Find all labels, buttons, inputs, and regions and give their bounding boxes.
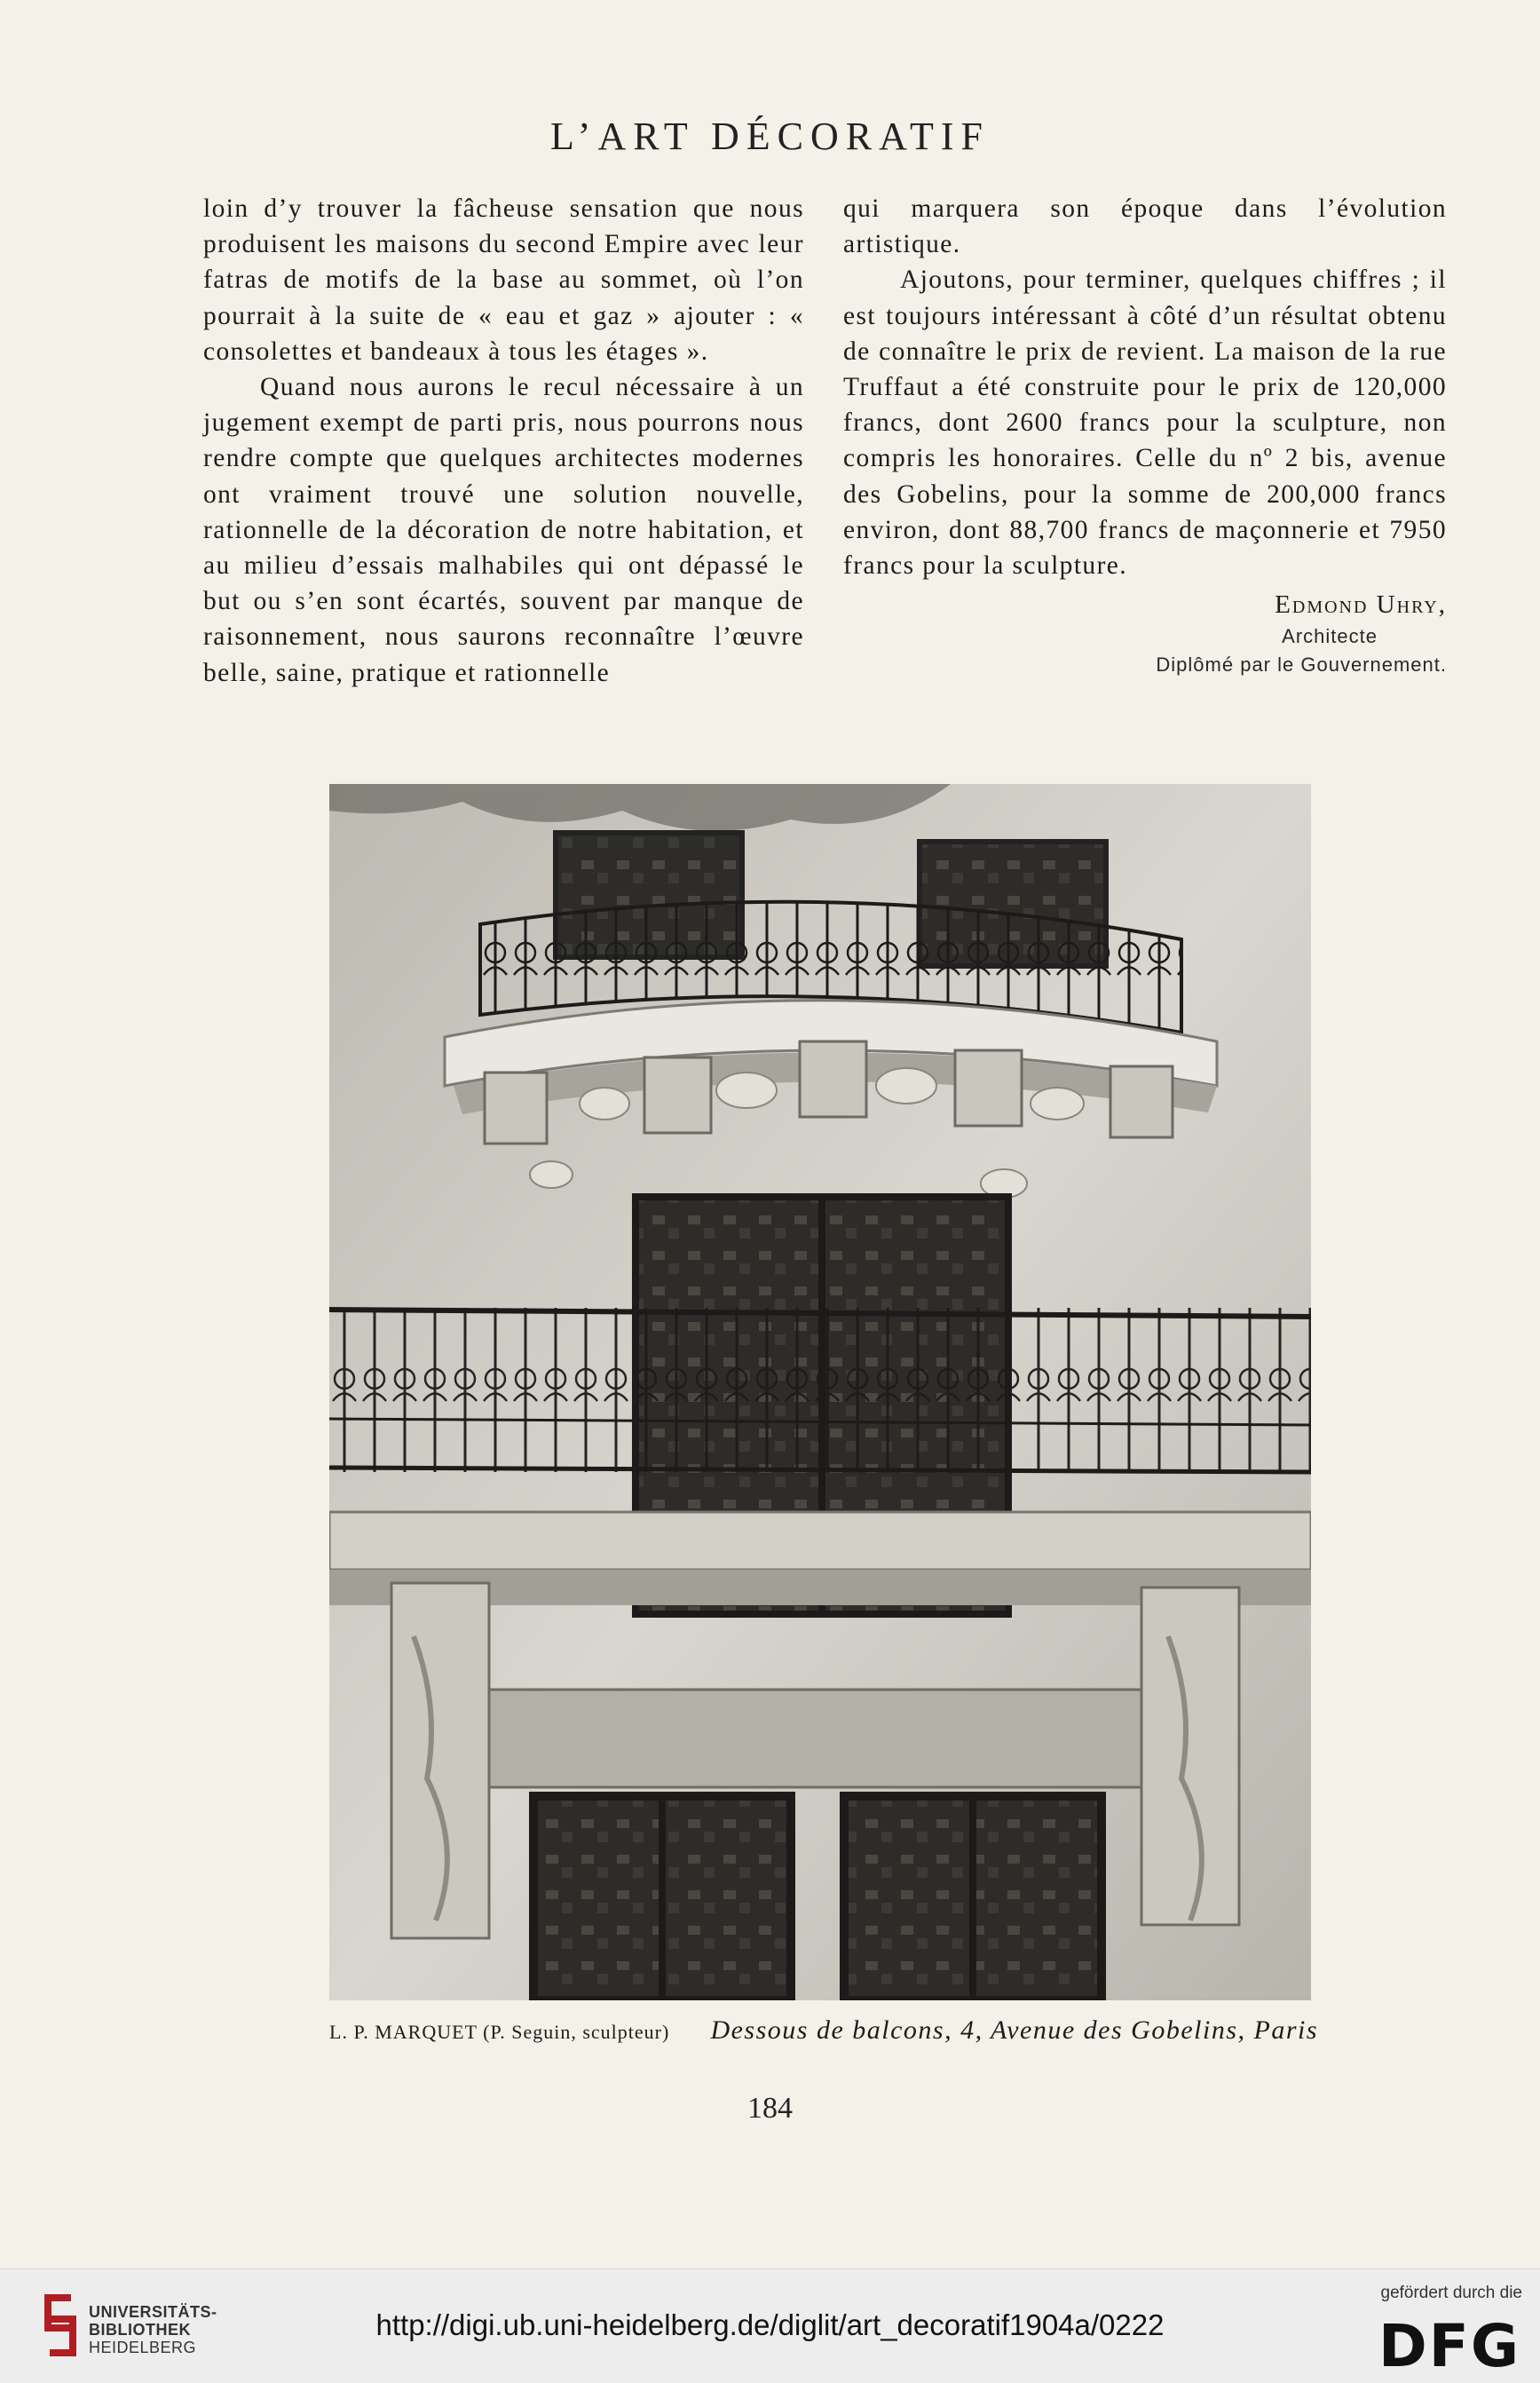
library-name-line: UNIVERSITÄTS- (89, 2303, 217, 2321)
paragraph: loin d’y trouver la fâcheuse sensation que nous produisent les maisons du second Empire avec leur fatras de motifs de la base au sommet, où l’on pourrait à la suite de « eau et gaz » ajouter : « consolettes et bandeaux à tous les étages ». (203, 194, 804, 366)
funding-label: gefördert durch die (1380, 2284, 1522, 2302)
author-role: Architecte (1282, 625, 1378, 648)
right-text-column (843, 191, 1447, 679)
library-name-line: HEIDELBERG (89, 2339, 197, 2356)
figure-credit: L. P. MARQUET (P. Seguin, sculpteur) (329, 2021, 670, 2043)
dfg-logo: DFG (1378, 2312, 1520, 2380)
source-url-link[interactable]: http://digi.ub.uni-heidelberg.de/diglit/art_decoratif1904a/0222 (375, 2308, 1165, 2341)
paragraph: qui marquera son époque dans l’évolution artistique. (843, 194, 1447, 259)
library-name-line: BIBLIOTHEK (89, 2321, 191, 2339)
author-signature: Edmond Uhry, (1275, 590, 1447, 620)
running-header: L’ART DÉCORATIF (549, 115, 991, 158)
left-text-column (203, 191, 804, 691)
balcony-photograph-illustration (329, 784, 1311, 2000)
digitization-footer (0, 2268, 1540, 2383)
page-number: 184 (747, 2092, 793, 2125)
balcony-photograph (329, 784, 1311, 2000)
paragraph: Quand nous aurons le recul nécessaire à un jugement exempt de parti pris, nous pourrons nous rendre compte que quelques architectes modernes ont vraiment trouvé une solution nouvelle, rationnelle de la décoration de notre habitation, et au milieu d’essais malhabiles qui ont dépassé le but ou s’en sont écartés, souvent par manque de raisonnement, nous saurons reconnaître l’œuvre belle, saine, pratique et rationnelle (203, 373, 804, 687)
figure-caption: Dessous de balcons, 4, Avenue des Gobelins, Paris (710, 2015, 1318, 2045)
paragraph: Ajoutons, pour terminer, quelques chiffres ; il est toujours intéressant à côté d’un résultat obtenu de connaître le prix de revient. La maison de la rue Truffaut a été construite pour le prix de 120,000 francs, dont 2600 francs pour la sculpture, non compris les honoraires. Celle du nº 2 bis, avenue des Gobelins, pour la somme de 200,000 francs environ, dont 88,700 francs de maçonnerie et 7950 francs pour la sculpture. (843, 265, 1447, 581)
author-title: Diplômé par le Gouvernement. (1156, 653, 1447, 677)
